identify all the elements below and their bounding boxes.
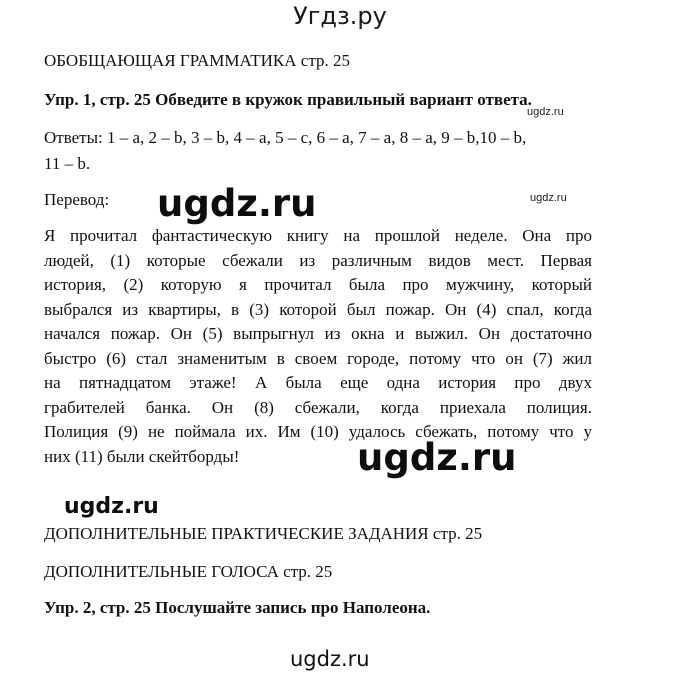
section-title: ОБОБЩАЮЩАЯ ГРАММАТИКА стр. 25	[44, 51, 350, 70]
answers-line-1: Ответы: 1 – a, 2 – b, 3 – b, 4 – a, 5 – c, 6 – a, 7 – a, 8 – a, 9 – b,10 – b,	[44, 128, 527, 147]
translation-line: начался пожар. Он (5) выпрыгнул из окна и выжил. Он достаточно	[44, 324, 592, 343]
watermark-footer: ugdz.ru	[290, 647, 370, 671]
extra-tasks-title: ДОПОЛНИТЕЛЬНЫЕ ПРАКТИЧЕСКИЕ ЗАДАНИЯ стр. 25	[44, 524, 483, 543]
answers-block	[44, 125, 604, 177]
watermark-large: ugdz.ru	[357, 436, 517, 479]
translation-line: людей, (1) которые сбежали из различным видов мест. Первая	[44, 250, 592, 270]
extra-voices-title: ДОПОЛНИТЕЛЬНЫЕ ГОЛОСА стр. 25	[44, 562, 333, 581]
watermark-medium: ugdz.ru	[64, 494, 159, 519]
translation-line: них (11) были скейтборды!	[44, 446, 240, 466]
translation-line: быстро (6) стал знаменитым в своем городе, потому что он (7) жил	[44, 348, 592, 368]
site-title: Угдз.ру	[293, 2, 387, 30]
translation-line: Полиция (9) не поймала их. Им (10) удалось сбежать, потому что у	[44, 422, 592, 441]
translation-label: Перевод:	[44, 190, 110, 209]
watermark-small: ugdz.ru	[527, 106, 564, 118]
translation-line: выбрался из квартиры, в (3) которой был пожар. Он (4) спал, когда	[44, 299, 592, 319]
watermark-small: ugdz.ru	[530, 192, 567, 204]
translation-line: история, (2) которую я прочитал была про мужчину, который	[44, 275, 592, 294]
translation-line: Я прочитал фантастическую книгу на прошлой неделе. Она про	[44, 226, 592, 245]
watermark-large: ugdz.ru	[157, 182, 317, 225]
exercise-2-title: Упр. 2, стр. 25 Послушайте запись про Наполеона.	[44, 598, 431, 617]
translation-line: на пятнадцатом этаже! А была еще одна история про двух	[44, 373, 592, 392]
answers-line-2: 11 – b.	[44, 154, 91, 173]
translation-paragraph	[44, 224, 592, 469]
exercise-1-title: Упр. 1, стр. 25 Обведите в кружок правильный вариант ответа.	[44, 90, 532, 109]
translation-line: грабителей банка. Он (8) сбежали, когда приехала полиция.	[44, 397, 592, 417]
